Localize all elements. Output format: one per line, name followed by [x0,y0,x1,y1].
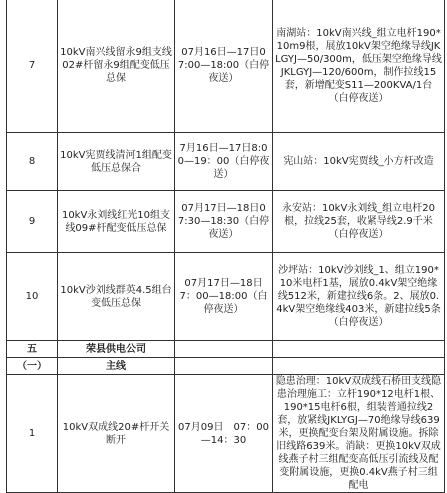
project-cell: 10kV永刘线红光10组支线09#杆配变低压总保 [58,191,175,253]
section-title: 荣县供电公司 [58,341,175,358]
time-cell: 07月17日—18日07:30—18:30（白停夜送） [175,191,273,253]
work-content-cell: 沙坪站：10kV沙刘线_1、组立190*10米电杆1基，展放0.4kV架空绝缘线512米，新建拉线6条。2、展放0.4kV架空绝缘线403米，新建拉线5条（白停夜送） [273,253,445,341]
section-row [7,341,445,358]
outage-schedule-table [6,0,445,493]
work-content-cell: 隐患治理：10kV双成线石桥田支线隐患治理施工：立杆190*12电杆1根、190*15电杆6根，组装普通拉线2套，放紧线JKLYGJ—70绝缘导线639米，更换配变台架及附属设施。拆除旧线路639米。消缺：更换10kV双成线燕子村三组配变高低压引流线及配变附属设施，更换0.4kV燕子村三组配电 [273,375,445,493]
time-cell: 07月17日—18日7：00—18:00（白停夜送） [175,253,273,341]
subsection-number: （一） [7,358,58,375]
work-content-cell: 宪山站：10kV宪贾线_小方杆改造 [273,133,445,191]
project-cell: 10kV沙刘线群英4.5组台变低压总保 [58,253,175,341]
work-content-cell: 南湖站：10kV南兴线_组立电杆190*10m9根，展放10kV架空绝缘导线JKLGYJ—50/300m，低压架空绝缘导线JKLGYJ—120/600m，制作拉线15套，新增配变S11—200KVA/1台（白停夜送） [273,0,445,133]
project-cell: 10kV宪贾线清河1组配变低压总保合 [58,133,175,191]
table-row [7,191,445,253]
time-cell: 7月16日—17日8:00—19：00（白停夜送） [175,133,273,191]
work-content-cell: 永安站：10kV永刘线_组立电杆20根，拉线25套，收紧导线2.9千米（白停夜送） [273,191,445,253]
empty-cell [175,358,273,375]
project-cell: 10kV南兴线留永9组支线02#杆留永9组配变低压总保 [58,0,175,133]
empty-cell [273,358,445,375]
table-row [7,133,445,191]
row-number: 9 [7,191,58,253]
table-row [7,253,445,341]
row-number: 1 [7,375,58,493]
time-cell: 07月09日 07：00—14：30 [175,375,273,493]
empty-cell [175,341,273,358]
project-cell: 10kV双成线20#杆开关断开 [58,375,175,493]
subsection-title: 主线 [58,358,175,375]
table-row [7,375,445,493]
row-number: 8 [7,133,58,191]
row-number: 7 [7,0,58,133]
row-number: 10 [7,253,58,341]
empty-cell [273,341,445,358]
section-number: 五 [7,341,58,358]
table-row [7,0,445,133]
subsection-row [7,358,445,375]
time-cell: 07月16日—17日07:00—18:00（白停夜送） [175,0,273,133]
